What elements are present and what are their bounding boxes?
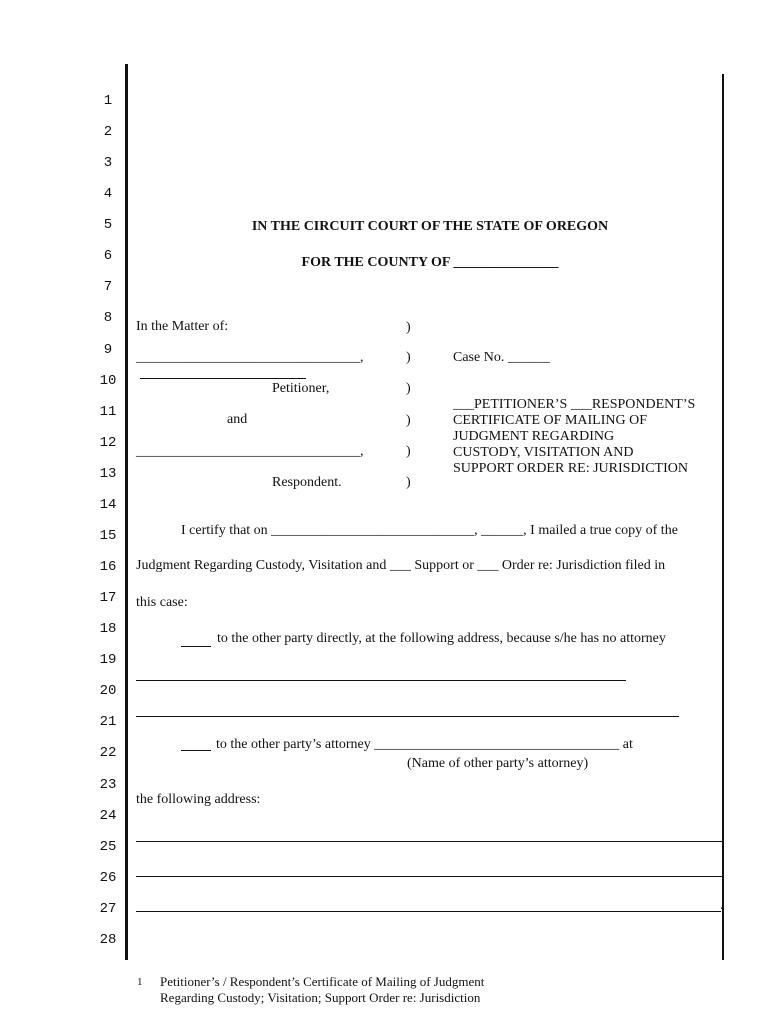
address-line <box>136 841 723 842</box>
certify-line: I certify that on _____________________________, ______, I mailed a true copy of the <box>181 523 678 538</box>
respondent-label: Respondent. <box>272 475 342 490</box>
county-line: FOR THE COUNTY OF _______________ <box>301 255 559 270</box>
line-number: 5 <box>103 217 113 234</box>
judgment-line: Judgment Regarding Custody, Visitation and ___ Support or ___ Order re: Jurisdiction filed in <box>136 558 666 573</box>
respondent-name-blank: ________________________________, <box>136 444 364 459</box>
document-title-line: CERTIFICATE OF MAILING OF <box>453 413 647 428</box>
line-number: 2 <box>103 124 113 141</box>
caption-paren: ) <box>406 320 411 335</box>
line-number: 17 <box>99 590 117 607</box>
line-number: 16 <box>99 559 117 576</box>
line-number: 18 <box>99 621 117 638</box>
line-number: 20 <box>99 683 117 700</box>
document-title-line: JUDGMENT REGARDING <box>453 429 615 444</box>
court-title: IN THE CIRCUIT COURT OF THE STATE OF OREGON <box>251 219 609 234</box>
footer-title-line1: Petitioner’s / Respondent’s Certificate of Mailing of Judgment <box>160 974 485 989</box>
petitioner-name-blank: ________________________________, <box>136 350 364 365</box>
right-margin-rule <box>722 74 724 960</box>
line-number: 24 <box>99 807 117 824</box>
line-number: 19 <box>99 652 117 669</box>
line-number: 11 <box>99 403 117 420</box>
line-number: 15 <box>99 527 117 544</box>
line-number: 6 <box>103 248 113 265</box>
address-line <box>136 911 721 912</box>
this-case-label: this case: <box>136 595 188 610</box>
petitioner-label: Petitioner, <box>272 381 330 396</box>
line-number: 26 <box>99 869 117 886</box>
line-number: 3 <box>103 155 113 172</box>
line-number: 4 <box>103 186 113 203</box>
line-number: 12 <box>99 434 117 451</box>
footer-title-line2: Regarding Custody; Visitation; Support Order re: Jurisdiction <box>160 990 481 1005</box>
document-title-line: CUSTODY, VISITATION AND <box>453 445 634 460</box>
line-number: 7 <box>103 279 113 296</box>
line-number: 27 <box>99 900 117 917</box>
option2-text: to the other party’s attorney ___________________________________ at <box>216 737 633 752</box>
left-margin-rule <box>125 64 128 960</box>
option2-subcaption: (Name of other party’s attorney) <box>407 756 589 771</box>
caption-paren: ) <box>406 381 411 396</box>
document-title-line: ___PETITIONER’S ___RESPONDENT’S <box>453 397 696 412</box>
and-label: and <box>227 412 248 427</box>
line-number: 10 <box>99 372 117 389</box>
caption-paren: ) <box>406 444 411 459</box>
line-number: 14 <box>99 496 117 513</box>
document-title <box>453 397 695 477</box>
address-line <box>136 680 626 681</box>
line-number: 25 <box>99 838 117 855</box>
address-line <box>136 716 679 717</box>
line-number: 1 <box>103 93 113 109</box>
caption-paren: ) <box>406 350 411 365</box>
address-period: . <box>720 898 724 913</box>
petitioner-name-underline <box>140 378 306 379</box>
in-the-matter-label: In the Matter of: <box>136 319 229 334</box>
line-number: 8 <box>103 310 113 327</box>
address-line <box>136 876 723 877</box>
option2-checkbox-blank <box>181 750 211 751</box>
following-address-label: the following address: <box>136 792 261 807</box>
line-number: 23 <box>99 776 117 793</box>
option1-text: to the other party directly, at the following address, because s/he has no attorney <box>217 631 666 646</box>
caption-paren: ) <box>406 413 411 428</box>
line-number: 21 <box>99 714 117 731</box>
line-number: 13 <box>99 465 117 482</box>
document-title-line: SUPPORT ORDER RE: JURISDICTION <box>453 461 688 476</box>
line-number: 22 <box>99 745 117 762</box>
footer-page-number: 1 <box>137 976 143 988</box>
case-number: Case No. ______ <box>453 350 550 365</box>
caption-paren: ) <box>406 475 411 490</box>
option1-checkbox-blank <box>181 646 211 647</box>
line-number: 28 <box>99 931 117 948</box>
line-number: 9 <box>103 341 113 358</box>
